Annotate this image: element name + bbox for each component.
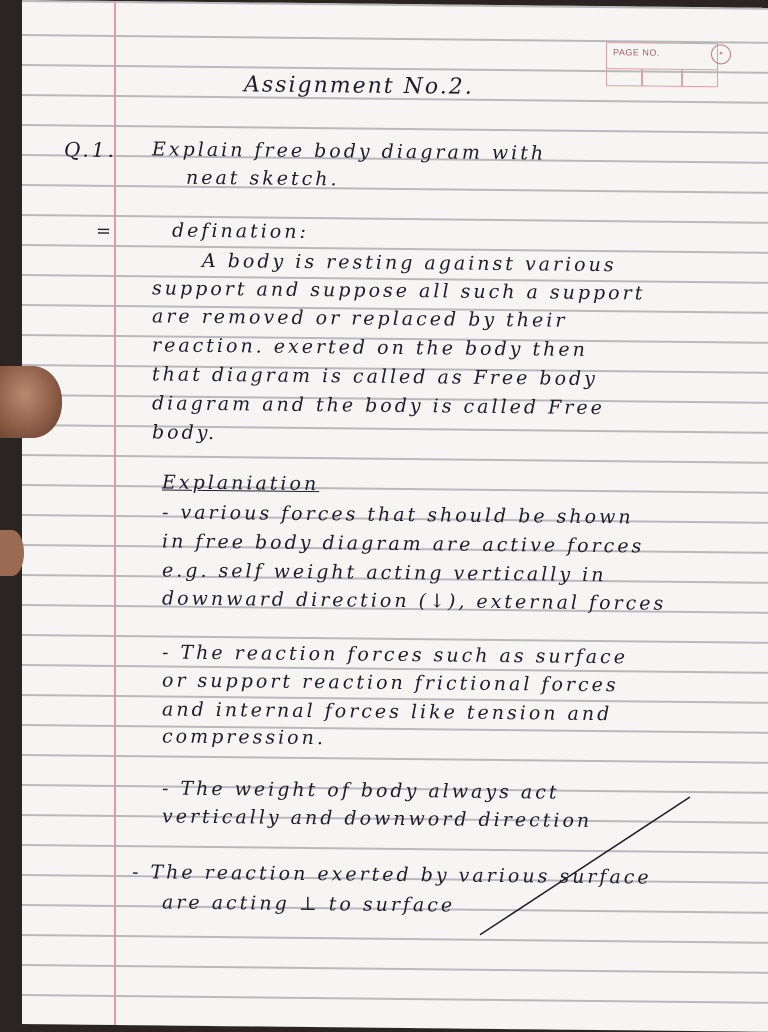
explanation-line: - various forces that should be shown [162,501,634,529]
question-line: neat sketch. [186,166,340,191]
explanation-line: compression. [162,725,326,750]
explanation-line: or support reaction frictional forces [162,669,619,697]
explanation-line: in free body diagram are active forces [162,530,645,558]
definition-line: that diagram is called as Free body [152,363,598,391]
explanation-line: vertically and downword direction [162,805,593,832]
definition-heading: defination: [172,219,309,244]
definition-line: reaction. exerted on the body then [152,334,588,361]
notebook-page [22,0,768,1032]
thumb [0,366,62,438]
diagonal-strike-line [22,0,768,1032]
finger [0,530,24,576]
definition-line: A body is resting against various [202,249,617,277]
definition-line: are removed or replaced by their [152,305,568,332]
definition-marker: = [96,220,115,242]
explanation-line: are acting ⊥ to surface [162,891,456,917]
explanation-heading: Explaniation [162,471,320,496]
definition-line: support and suppose all such a support [152,277,646,305]
brand-seal-icon: ✦ [711,44,731,64]
assignment-title: Assignment No.2. [244,72,474,100]
explanation-line: - The weight of body always act [162,777,560,804]
explanation-line: - The reaction forces such as surface [162,641,628,669]
explanation-line: and internal forces like tension and [162,698,613,726]
explanation-line: - The reaction exerted by various surface [132,861,652,889]
definition-line: body. [152,421,218,445]
question-line: Explain free body diagram with [152,138,547,165]
explanation-line: downward direction (↓), external forces [162,587,667,615]
question-number: Q.1. [64,137,117,162]
definition-line: diagram and the body is called Free [152,392,605,420]
explanation-line: e.g. self weight acting vertically in [162,559,607,587]
page-number-label: PAGE NO. [613,47,660,58]
